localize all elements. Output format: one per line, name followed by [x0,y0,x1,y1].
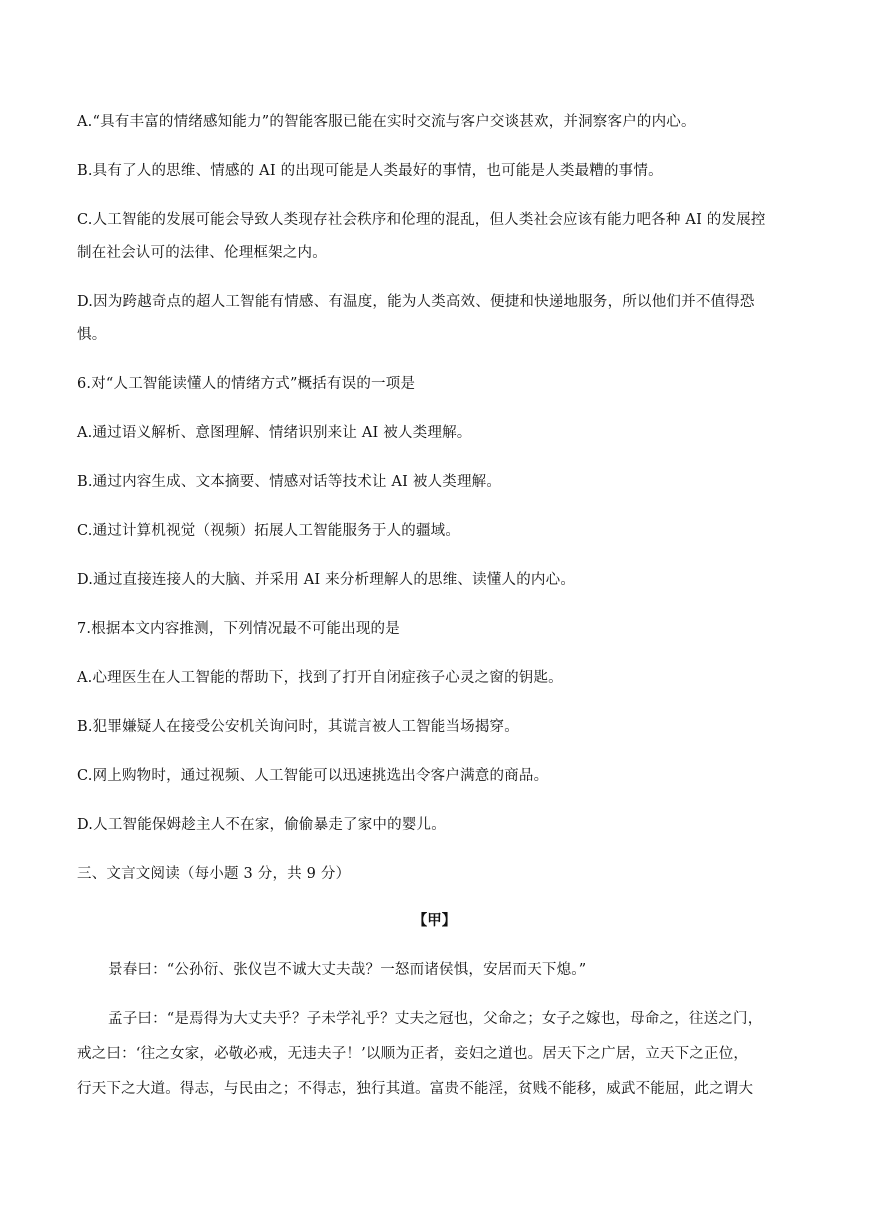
option-a-q5: A.“具有丰富的情绪感知能力”的智能客服已能在实时交流与客户交谈甚欢，并洞察客户的内心。 [77,114,696,130]
option-d-q5-line2: 惧。 [77,327,107,343]
option-a-q7: A.心理医生在人工智能的帮助下，找到了打开自闭症孩子心灵之窗的钥匙。 [77,670,563,686]
passage-paragraph-2-line2: 戒之曰：‘往之女家，必敬必戒，无违夫子！’以顺为正者，妾妇之道也。居天下之广居，立天下之正位， [77,1046,749,1062]
option-c-q5-line2: 制在社会认可的法律、伦理框架之内。 [77,245,327,261]
question-7: 7.根据本文内容推测，下列情况最不可能出现的是 [77,621,400,637]
option-c-q7: C.网上购物时，通过视频、人工智能可以迅速挑选出令客户满意的商品。 [77,768,549,784]
option-a-q6: A.通过语义解析、意图理解、情绪识别来让 AI 被人类理解。 [77,425,472,441]
option-d-q5-line1: D.因为跨越奇点的超人工智能有情感、有温度，能为人类高效、便捷和快递地服务，所以他们并不值得恐 [77,294,755,310]
option-b-q6: B.通过内容生成、文本摘要、情感对话等技术让 AI 被人类理解。 [77,474,502,490]
passage-title: 【甲】 [412,912,457,929]
question-6: 6.对“人工智能读懂人的情绪方式”概括有误的一项是 [77,376,416,392]
option-d-q7: D.人工智能保姆趁主人不在家，偷偷暴走了家中的婴儿。 [77,817,446,833]
option-d-q6: D.通过直接连接人的大脑、并采用 AI 来分析理解人的思维、读懂人的内心。 [77,572,576,588]
section-heading: 三、文言文阅读（每小题 3 分，共 9 分） [77,866,351,882]
option-b-q7: B.犯罪嫌疑人在接受公安机关询问时，其谎言被人工智能当场揭穿。 [77,719,519,735]
option-c-q5-line1: C.人工智能的发展可能会导致人类现存社会秩序和伦理的混乱，但人类社会应该有能力吧各种 AI 的发展控 [77,212,766,228]
option-c-q6: C.通过计算机视觉（视频）拓展人工智能服务于人的疆域。 [77,523,461,539]
passage-paragraph-2-line1: 孟子曰：“是焉得为大丈夫乎？子未学礼乎？丈夫之冠也，父命之；女子之嫁也，母命之，往送之门， [108,1011,763,1027]
passage-paragraph-2-line3: 行天下之大道。得志，与民由之；不得志，独行其道。富贵不能淫，贫贱不能移，威武不能屈，此之谓大 [77,1081,754,1097]
option-b-q5: B.具有了人的思维、情感的 AI 的出现可能是人类最好的事情，也可能是人类最糟的事情。 [77,163,663,179]
passage-paragraph-1: 景春曰：“公孙衍、张仪岂不诚大丈夫哉？一怒而诸侯惧，安居而天下熄。” [108,962,587,978]
